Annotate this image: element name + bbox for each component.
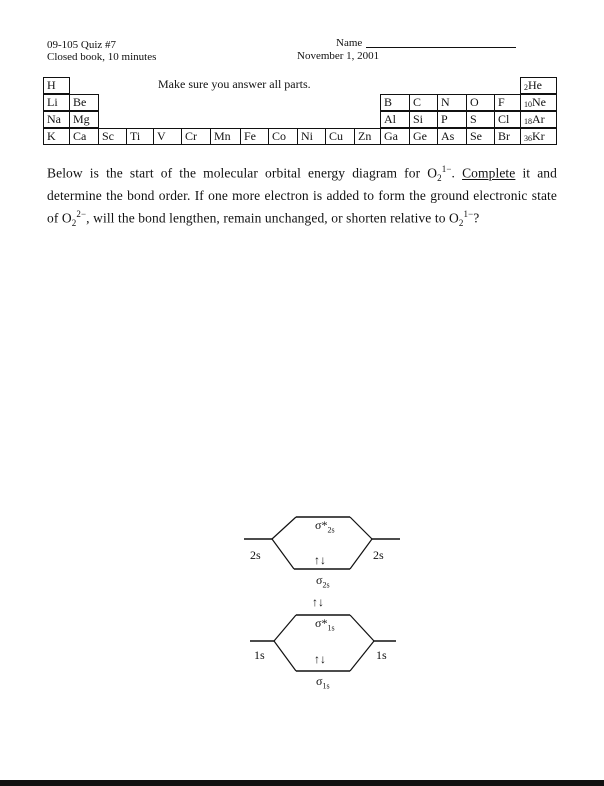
mo-2s-upper-left — [272, 517, 296, 539]
element-fe — [240, 128, 269, 145]
element-cl — [494, 111, 521, 128]
element-ni — [297, 128, 326, 145]
element-symbol: V — [157, 129, 166, 143]
element-ne — [520, 94, 557, 111]
atomic-number: 2 — [524, 83, 528, 92]
ao-2s-right-label: 2s — [373, 548, 384, 562]
element-symbol: Ti — [130, 129, 141, 143]
mo-1s-upper-left — [274, 615, 296, 641]
mo-2s-lower-right — [350, 539, 372, 569]
scan-bottom-edge — [0, 780, 604, 786]
element-kr — [520, 128, 557, 145]
element-symbol: Mg — [73, 112, 90, 126]
element-na — [43, 111, 70, 128]
element-symbol: Zn — [358, 129, 372, 143]
element-symbol: Ga — [384, 129, 398, 143]
element-cr — [181, 128, 211, 145]
ao-1s-left-label: 1s — [254, 648, 265, 662]
element-ar — [520, 111, 557, 128]
sigma-star-2s-subscript: 2s — [327, 525, 335, 535]
ion3-subscript: 2 — [458, 218, 464, 229]
complete-emphasis: Complete — [462, 165, 516, 181]
name-blank-line[interactable] — [366, 47, 516, 48]
question-part1: Below is the start of the molecular orbital energy diagram for O — [47, 165, 438, 181]
element-symbol: Cr — [185, 129, 197, 143]
electrons-sigma-star-1s: ↑↓ — [314, 652, 326, 666]
element-symbol: Ne — [532, 95, 546, 109]
element-br — [494, 128, 521, 145]
electrons-sigma-star-2s: ↑↓ — [314, 553, 326, 567]
element-symbol: Ca — [73, 129, 87, 143]
element-symbol: F — [498, 95, 505, 109]
periodic-table-note: Make sure you answer all parts. — [158, 77, 311, 91]
element-symbol: H — [47, 78, 56, 92]
sigma-1s-symbol: σ — [316, 674, 323, 688]
ion1-subscript: 2 — [437, 173, 442, 184]
element-symbol: Co — [272, 129, 287, 143]
name-label: Name — [336, 37, 363, 49]
element-symbol: Li — [47, 95, 58, 109]
element-li — [43, 94, 70, 111]
element-symbol: Ge — [413, 129, 427, 143]
atomic-number: 18 — [524, 117, 532, 126]
element-s — [466, 111, 495, 128]
mo-1s-lower-left — [274, 641, 296, 671]
element-symbol: Sc — [102, 129, 114, 143]
element-v — [153, 128, 182, 145]
periodic-table — [43, 75, 556, 143]
element-h — [43, 77, 70, 94]
element-symbol: Al — [384, 112, 396, 126]
element-ca — [69, 128, 99, 145]
element-k — [43, 128, 70, 145]
element-b — [380, 94, 410, 111]
element-c — [409, 94, 438, 111]
element-symbol: Br — [498, 129, 510, 143]
element-symbol: O — [470, 95, 479, 109]
element-ti — [126, 128, 154, 145]
element-symbol: Na — [47, 112, 61, 126]
element-symbol: Fe — [244, 129, 256, 143]
element-symbol: Kr — [532, 129, 545, 143]
element-n — [437, 94, 467, 111]
mo-1s-upper-right — [350, 615, 374, 641]
sigma-1s-subscript: 1s — [322, 681, 330, 691]
sigma-star-2s-symbol: σ* — [315, 518, 328, 532]
element-symbol: Ar — [532, 112, 545, 126]
element-cu — [325, 128, 355, 145]
mo-2s-upper-right — [350, 517, 372, 539]
electrons-sigma-2s: ↑↓ — [312, 595, 324, 609]
question-part2: . — [451, 165, 463, 181]
question-part4: , will the bond lengthen, remain unchanged, or shorten relative to O — [86, 210, 459, 226]
element-symbol: K — [47, 129, 56, 143]
element-sc — [98, 128, 127, 145]
sigma-star-1s-subscript: 1s — [327, 623, 335, 633]
element-symbol: S — [470, 112, 477, 126]
atomic-number: 36 — [524, 134, 532, 143]
element-symbol: Be — [73, 95, 87, 109]
sigma-star-1s-label — [315, 616, 335, 632]
element-symbol: Mn — [214, 129, 231, 143]
quiz-date: November 1, 2001 — [297, 50, 380, 62]
ion1-superscript: 1− — [441, 164, 452, 174]
element-symbol: Se — [470, 129, 482, 143]
ao-2s-left-label: 2s — [250, 548, 261, 562]
element-symbol: He — [528, 78, 542, 92]
element-symbol: As — [441, 129, 455, 143]
element-he — [520, 77, 557, 94]
sigma-star-2s-label — [315, 518, 335, 534]
sigma-2s-subscript: 2s — [322, 580, 330, 590]
question-text — [47, 160, 557, 232]
sigma-star-1s-symbol: σ* — [315, 616, 328, 630]
element-symbol: Ni — [301, 129, 313, 143]
ao-1s-right-label: 1s — [376, 648, 387, 662]
element-symbol: C — [413, 95, 422, 109]
element-p — [437, 111, 467, 128]
atomic-number: 10 — [524, 100, 532, 109]
element-symbol: Cu — [329, 129, 344, 143]
element-se — [466, 128, 495, 145]
sigma-2s-label — [316, 573, 330, 589]
question-part3: it and determine the bond order. If one more electron is added to form the ground electronic state of O — [47, 165, 557, 226]
element-as — [437, 128, 467, 145]
element-symbol: Si — [413, 112, 424, 126]
sigma-1s-label — [316, 674, 330, 690]
element-ge — [409, 128, 438, 145]
element-mg — [69, 111, 99, 128]
element-zn — [354, 128, 381, 145]
ion2-superscript: 2− — [76, 209, 87, 220]
quiz-rules: Closed book, 10 minutes — [47, 51, 157, 63]
mo-2s-lower-left — [272, 539, 294, 569]
element-mn — [210, 128, 241, 145]
element-symbol: N — [441, 95, 450, 109]
element-symbol: Cl — [498, 112, 510, 126]
element-ga — [380, 128, 410, 145]
element-symbol: B — [384, 95, 393, 109]
question-part5: ? — [473, 210, 480, 226]
course-quiz-title: 09-105 Quiz #7 — [47, 39, 117, 51]
mo-1s-lower-right — [350, 641, 374, 671]
element-al — [380, 111, 410, 128]
element-si — [409, 111, 438, 128]
ion3-superscript: 1− — [463, 209, 474, 220]
element-co — [268, 128, 298, 145]
element-symbol: P — [441, 112, 448, 126]
element-be — [69, 94, 99, 111]
element-f — [494, 94, 521, 111]
ion2-subscript: 2 — [71, 218, 77, 229]
element-o — [466, 94, 495, 111]
sigma-2s-symbol: σ — [316, 573, 323, 587]
